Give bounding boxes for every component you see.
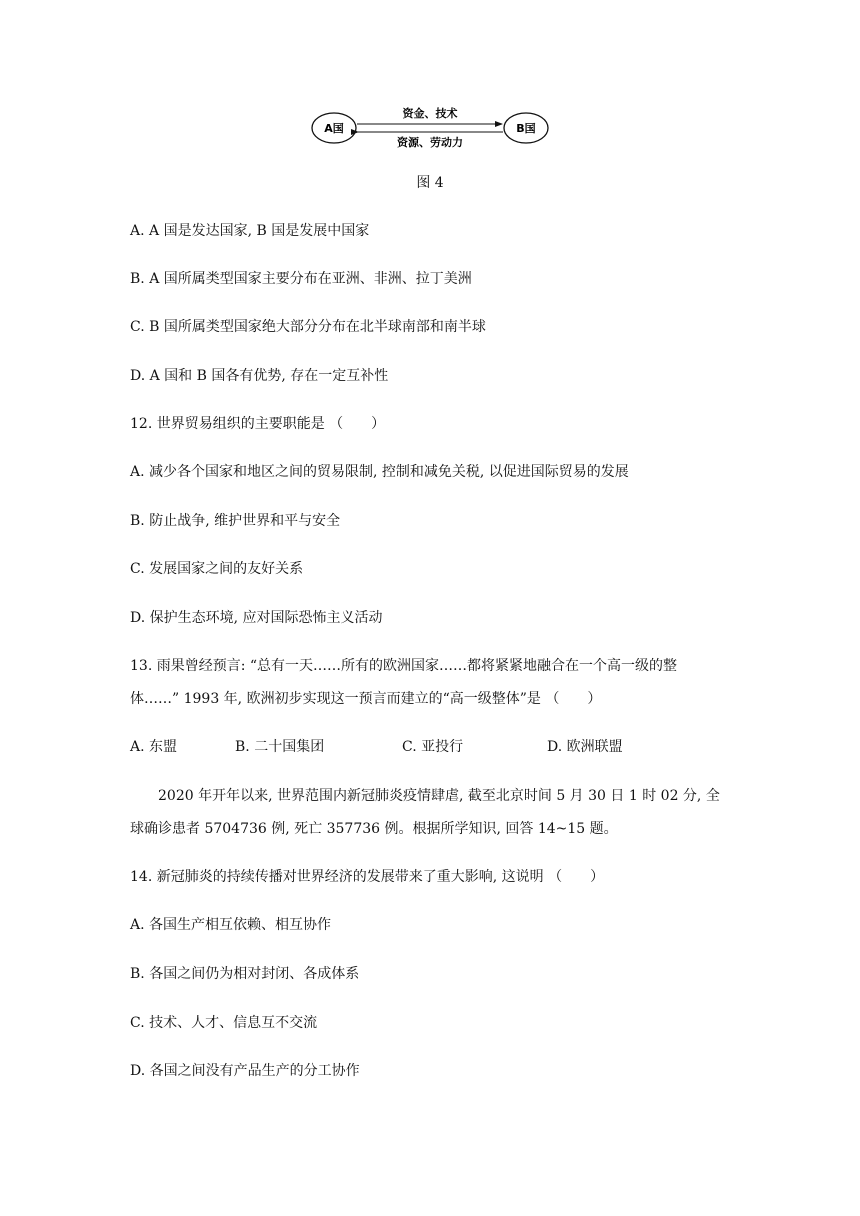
q11-option-b: B. A 国所属类型国家主要分布在亚洲、非洲、拉丁美洲 [130, 271, 472, 287]
q14-option-a: A. 各国生产相互依赖、相互协作 [130, 917, 332, 933]
q12-option-a: A. 减少各个国家和地区之间的贸易限制, 控制和减免关税, 以促进国际贸易的发展 [130, 464, 629, 480]
q14-option-b: B. 各国之间仍为相对封闭、各成体系 [130, 966, 360, 982]
q13-option-d: D. 欧洲联盟 [547, 739, 623, 755]
arrow-top-label: 资金、技术 [402, 107, 458, 120]
q14-option-d: D. 各国之间没有产品生产的分工协作 [130, 1063, 360, 1079]
node-b-label: B国 [516, 122, 536, 135]
q13-stem-line2: 体……” 1993 年, 欧洲初步实现这一预言而建立的“高一级整体”是 （ ） [130, 691, 602, 707]
q13-option-a: A. 东盟 [130, 739, 178, 755]
q13-stem-line1: 13. 雨果曾经预言: “总有一天……所有的欧洲国家……都将紧紧地融合在一个高一级的整 [130, 658, 678, 674]
q13-options [130, 736, 730, 756]
q11-option-a: A. A 国是发达国家, B 国是发展中国家 [130, 223, 370, 239]
q11-option-d: D. A 国和 B 国各有优势, 存在一定互补性 [130, 368, 389, 384]
q13-option-c: C. 亚投行 [402, 739, 464, 755]
q13-option-b: B. 二十国集团 [235, 739, 325, 755]
q14-option-c: C. 技术、人才、信息互不交流 [130, 1015, 318, 1031]
q12-option-b: B. 防止战争, 维护世界和平与安全 [130, 513, 341, 529]
q14-stem: 14. 新冠肺炎的持续传播对世界经济的发展带来了重大影响, 这说明 （ ） [130, 869, 605, 885]
passage-line2: 球确诊患者 5704736 例, 死亡 357736 例。根据所学知识, 回答 14~15 题。 [130, 821, 618, 837]
node-a-label: A国 [324, 122, 344, 135]
passage-line1: 2020 年开年以来, 世界范围内新冠肺炎疫情肆虐, 截至北京时间 5 月 30 日 1 时 02 分, 全 [158, 788, 720, 804]
q11-option-c: C. B 国所属类型国家绝大部分分布在北半球南部和南半球 [130, 319, 486, 335]
q12-option-d: D. 保护生态环境, 应对国际恐怖主义活动 [130, 610, 383, 626]
arrow-bottom-label: 资源、劳动力 [397, 136, 463, 149]
trade-flow-svg [310, 100, 550, 156]
q12-option-c: C. 发展国家之间的友好关系 [130, 561, 304, 577]
figure-caption: 图 4 [416, 175, 444, 191]
trade-flow-diagram [310, 100, 550, 156]
q12-stem: 12. 世界贸易组织的主要职能是 （ ） [130, 416, 386, 432]
